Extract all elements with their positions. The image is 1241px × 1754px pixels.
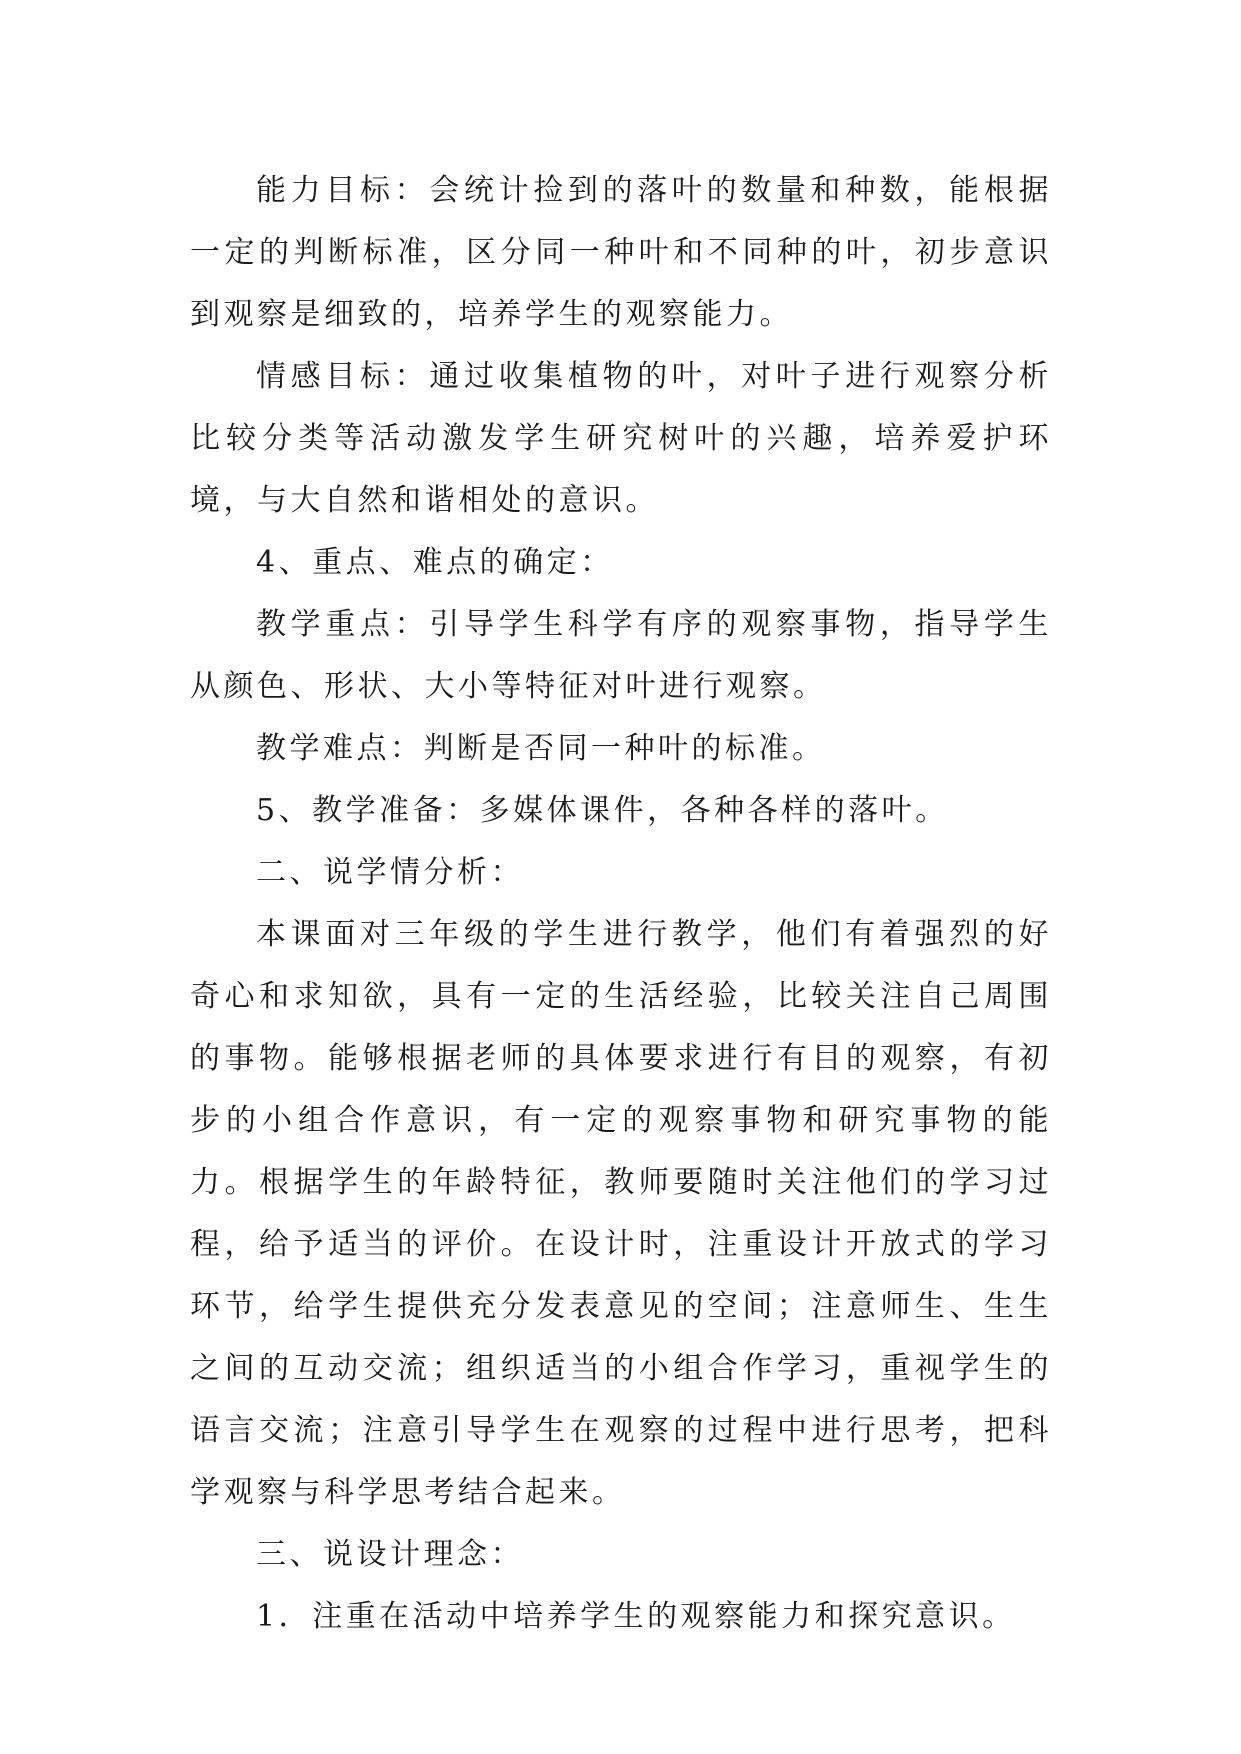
paragraph-student-analysis: 本课面对三年级的学生进行教学，他们有着强烈的好奇心和求知欲，具有一定的生活经验，比较关注自己周围的事物。能够根据老师的具体要求进行有目的观察，有初步的小组合作意识，有一定的观察事物和研究事物的能力。根据学生的年龄特征，教师要随时关注他们的学习过程，给予适当的评价。在设计时，注重设计开放式的学习环节，给学生提供充分发表意见的空间；注意师生、生生之间的互动交流；组织适当的小组合作学习，重视学生的语言交流；注意引导学生在观察的过程中进行思考，把科学观察与科学思考结合起来。 [190,917,1052,1510]
paragraph-teaching-difficulty: 教学难点：判断是否同一种叶的标准。 [256,731,826,766]
heading-student-analysis: 二、说学情分析： [256,855,524,890]
document-body [190,160,1052,1648]
paragraph-teaching-focus: 教学重点：引导学生科学有序的观察事物，指导学生从颜色、形状、大小等特征对叶进行观察。 [190,607,1052,704]
paragraph-design-concept-1: 1．注重在活动中培养学生的观察能力和探究意识。 [256,1599,1016,1634]
heading-key-points: 4、重点、难点的确定： [256,545,614,580]
paragraph-ability-goal: 能力目标：会统计捡到的落叶的数量和种数，能根据一定的判断标准，区分同一种叶和不同种的叶，初步意识到观察是细致的，培养学生的观察能力。 [190,173,1052,332]
paragraph-teaching-preparation: 5、教学准备：多媒体课件，各种各样的落叶。 [256,793,949,828]
heading-design-concept: 三、说设计理念： [256,1537,524,1572]
paragraph-emotion-goal: 情感目标：通过收集植物的叶，对叶子进行观察分析比较分类等活动激发学生研究树叶的兴趣，培养爱护环境，与大自然和谐相处的意识。 [190,359,1052,518]
